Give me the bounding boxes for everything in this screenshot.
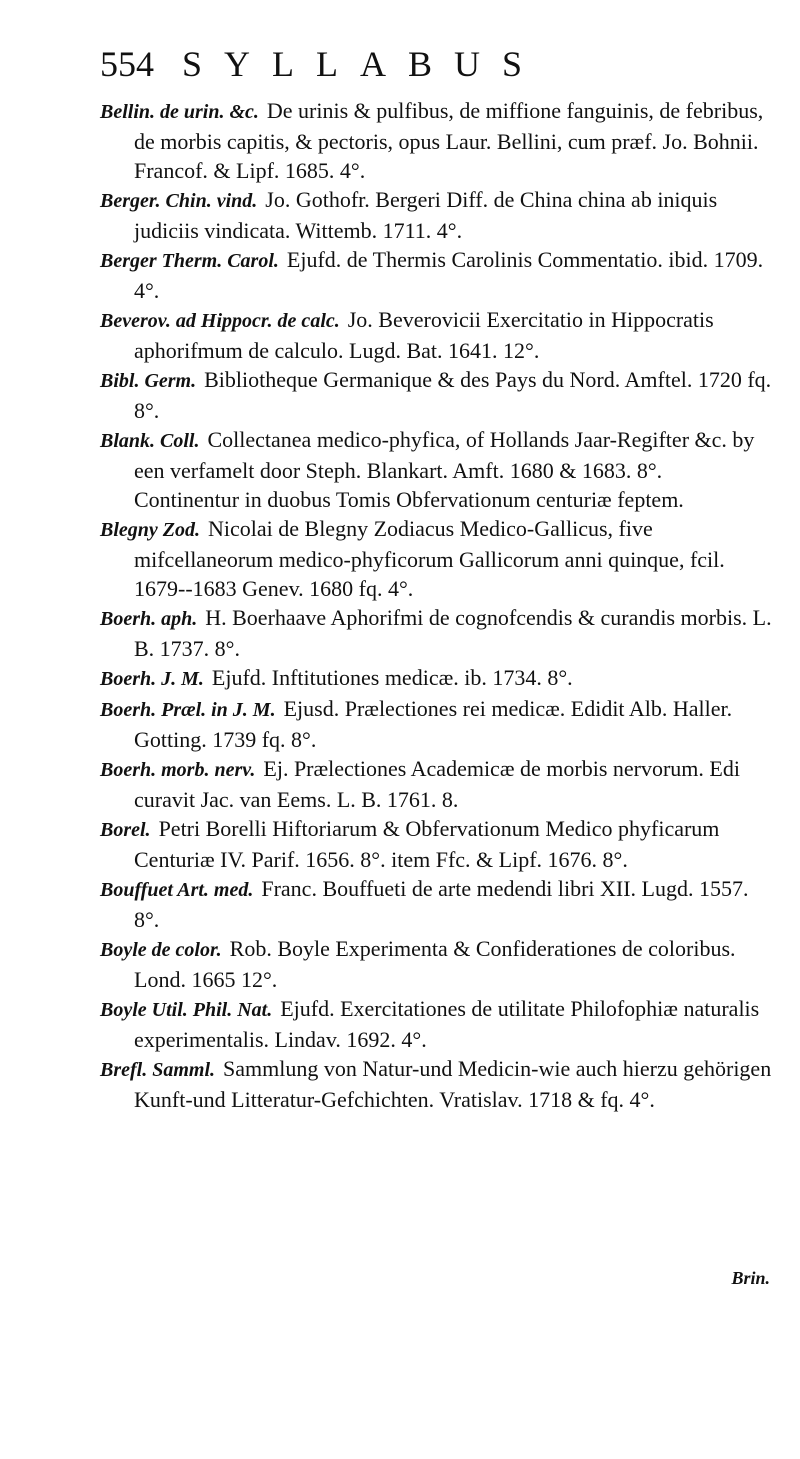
entry-abbreviation: Boerh. morb. nerv.	[100, 759, 256, 781]
entry-text: Petri Borelli Hiftoriarum & Obfervationum Medico phyficarum Centuriæ IV. Parif. 1656. 8°. item Ffc. & Lipf. 1676. 8°.	[134, 816, 720, 872]
bibliography-entry	[100, 425, 772, 514]
bibliography-entry	[100, 96, 772, 185]
page-header	[100, 40, 780, 88]
bibliography-entry	[100, 245, 772, 305]
bibliography-entry	[100, 185, 772, 245]
entry-text: Collectanea medico-phyfica, of Hollands Jaar-Regifter &c. by een verfamelt door Steph. Blankart. Amft. 1680 & 1683. 8°. Continentur in duobus Tomis Obfervationum centuriæ feptem.	[134, 427, 755, 512]
entry-text: Ejufd. de Thermis Carolinis Commentatio. ibid. 1709. 4°.	[134, 247, 764, 303]
entry-text: Bibliotheque Germanique & des Pays du Nord. Amftel. 1720 fq. 8°.	[134, 367, 772, 423]
bibliography-entry	[100, 994, 772, 1054]
entry-abbreviation: Boerh. aph.	[100, 608, 198, 630]
bibliography-entry	[100, 365, 772, 425]
bibliography-entry	[100, 754, 772, 814]
entry-abbreviation: Bellin. de urin. &c.	[100, 101, 259, 123]
entry-text: Ejufd. Exercitationes de utilitate Philofophiæ naturalis experimentalis. Lindav. 1692. 4°.	[134, 996, 760, 1052]
bibliography-entry	[100, 1054, 772, 1114]
entry-abbreviation: Boyle de color.	[100, 939, 222, 961]
bibliography-entry	[100, 514, 772, 603]
entry-abbreviation: Boyle Util. Phil. Nat.	[100, 999, 273, 1021]
bibliography-entry	[100, 814, 772, 874]
bibliography-entries	[100, 96, 772, 1114]
entry-abbreviation: Brefl. Samml.	[100, 1059, 216, 1081]
bibliography-entry	[100, 874, 772, 934]
entry-abbreviation: Berger. Chin. vind.	[100, 190, 258, 212]
catchword: Brin.	[731, 1268, 770, 1288]
bibliography-entry	[100, 694, 772, 754]
entry-text: Ej. Prælectiones Academicæ de morbis nervorum. Edi curavit Jac. van Eems. L. B. 1761. 8.	[134, 756, 740, 812]
entry-text: Rob. Boyle Experimenta & Confiderationes de coloribus. Lond. 1665 12°.	[134, 936, 736, 992]
entry-text: Ejufd. Inftitutiones medicæ. ib. 1734. 8°.	[211, 665, 573, 690]
entry-text: De urinis & pulfibus, de miffione fanguinis, de febribus, de morbis capitis, & pectoris, opus Laur. Bellini, cum præf. Jo. Bohnii. Francof. & Lipf. 1685. 4°.	[134, 98, 764, 183]
entry-abbreviation: Blank. Coll.	[100, 430, 200, 452]
entry-text: H. Boerhaave Aphorifmi de cognofcendis & curandis morbis. L. B. 1737. 8°.	[134, 605, 772, 661]
entry-abbreviation: Bibl. Germ.	[100, 370, 197, 392]
entry-abbreviation: Berger Therm. Carol.	[100, 250, 279, 272]
page-number: 554	[100, 44, 154, 84]
entry-abbreviation: Boerh. Præl. in J. M.	[100, 699, 276, 721]
bibliography-entry	[100, 934, 772, 994]
entry-abbreviation: Boerh. J. M.	[100, 668, 204, 690]
entry-abbreviation: Bouffuet Art. med.	[100, 879, 254, 901]
bibliography-entry	[100, 305, 772, 365]
entry-text: Nicolai de Blegny Zodiacus Medico-Gallicus, five mifcellaneorum medico-phyficorum Gallicorum anni quinque, fcil. 1679--1683 Genev. 1680 fq. 4°.	[134, 516, 725, 601]
entry-text: Ejusd. Prælectiones rei medicæ. Edidit Alb. Haller. Gotting. 1739 fq. 8°.	[134, 696, 733, 752]
entry-abbreviation: Borel.	[100, 819, 151, 841]
entry-text: Jo. Gothofr. Bergeri Diff. de China china ab iniquis judiciis vindicata. Wittemb. 1711. 4°.	[134, 187, 718, 243]
entry-text: Franc. Bouffueti de arte medendi libri XII. Lugd. 1557. 8°.	[134, 876, 749, 932]
entry-text: Jo. Beverovicii Exercitatio in Hippocratis aphorifmum de calculo. Lugd. Bat. 1641. 12°.	[134, 307, 714, 363]
entry-abbreviation: Beverov. ad Hippocr. de calc.	[100, 310, 340, 332]
bibliography-entry	[100, 663, 772, 694]
entry-abbreviation: Blegny Zod.	[100, 519, 200, 541]
entry-text: Sammlung von Natur-und Medicin-wie auch hierzu gehörigen Kunft-und Litteratur-Gefchichten. Vratislav. 1718 & fq. 4°.	[134, 1056, 772, 1112]
running-title: SYLLABUS	[182, 44, 545, 84]
bibliography-entry	[100, 603, 772, 663]
